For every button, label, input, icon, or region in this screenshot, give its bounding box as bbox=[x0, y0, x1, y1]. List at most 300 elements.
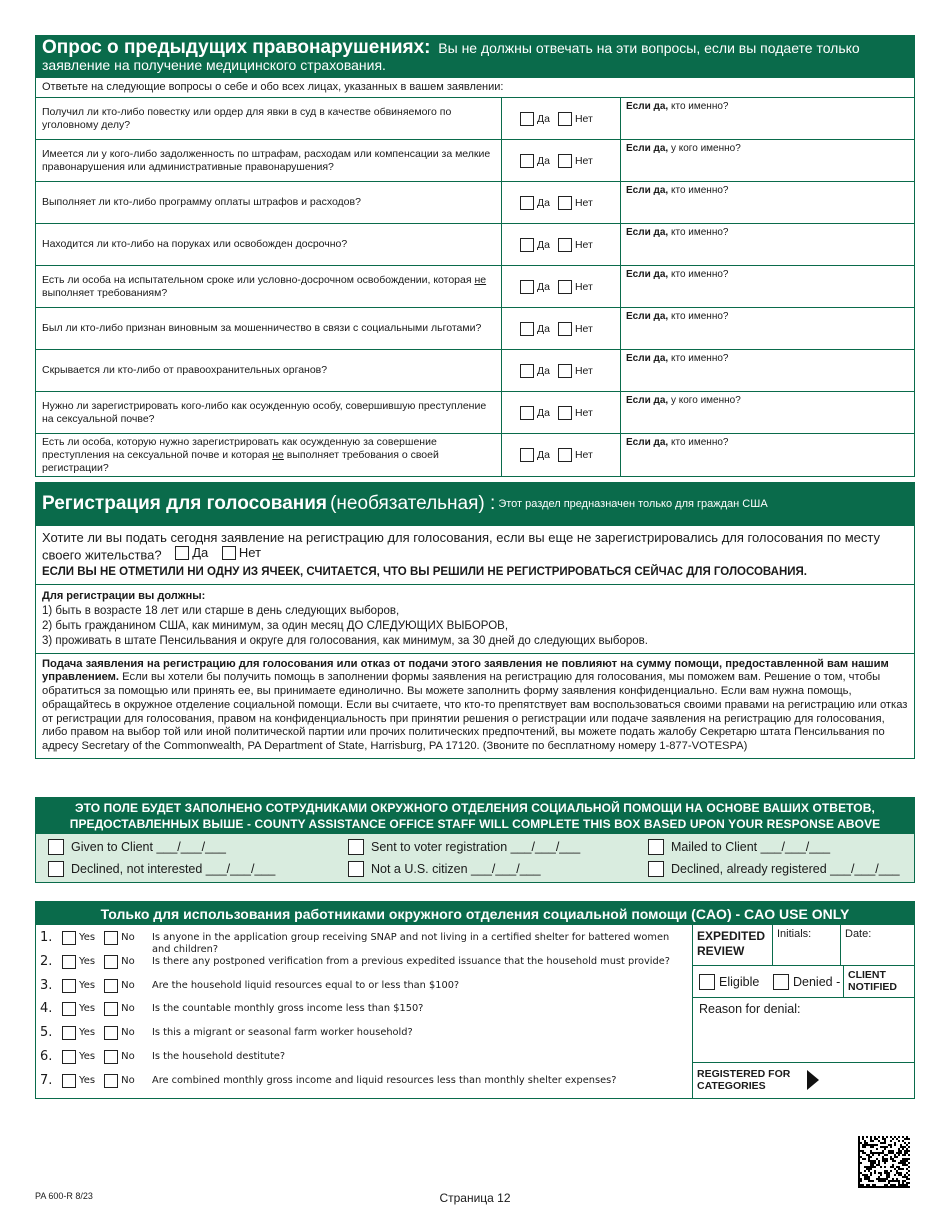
voter-no-label: Нет bbox=[238, 545, 262, 560]
question-number: 6. bbox=[40, 1048, 53, 1064]
cao-staff-option[interactable] bbox=[48, 837, 348, 856]
option-checkbox[interactable] bbox=[348, 861, 364, 877]
if-yes-who-field[interactable] bbox=[621, 98, 914, 139]
qr-module bbox=[896, 1172, 898, 1174]
qr-module bbox=[892, 1158, 894, 1160]
qr-module bbox=[874, 1144, 876, 1146]
cao-question-text: Are the household liquid resources equal to or less than $100? bbox=[152, 979, 460, 991]
cao-staff-option[interactable] bbox=[648, 859, 928, 878]
who-label: кто именно? bbox=[670, 353, 729, 364]
qr-module bbox=[882, 1156, 884, 1158]
if-yes-who-field[interactable] bbox=[621, 392, 914, 433]
yes-option[interactable] bbox=[62, 1074, 95, 1088]
offense-question-text bbox=[36, 182, 501, 223]
voter-yes-checkbox[interactable] bbox=[175, 546, 189, 560]
offense-question-row bbox=[36, 308, 914, 350]
yes-option[interactable] bbox=[62, 1026, 95, 1040]
qr-module bbox=[902, 1164, 904, 1166]
qr-module bbox=[860, 1150, 862, 1152]
if-yes-who-field[interactable] bbox=[621, 140, 914, 181]
yes-checkbox[interactable] bbox=[62, 1050, 76, 1064]
yes-option[interactable] bbox=[62, 1050, 95, 1064]
option-label: Not a U.S. citizen ___/___/___ bbox=[371, 861, 541, 876]
qr-module bbox=[890, 1186, 892, 1188]
option-checkbox[interactable] bbox=[48, 839, 64, 855]
prior-offenses-header bbox=[36, 36, 914, 78]
no-checkbox[interactable] bbox=[104, 931, 118, 945]
qr-module bbox=[866, 1154, 868, 1156]
form-code: PA 600-R 8/23 bbox=[35, 1191, 93, 1201]
no-option[interactable] bbox=[558, 280, 593, 294]
if-yes-who-field[interactable] bbox=[621, 434, 914, 476]
legal-text: Если вы хотели бы получить помощь в заполнении формы заявления на регистрацию для голосования, мы поможем вам. Решение о том, чтобы обратиться за помощью или принять ее, вы принимаете единолично. Вы можете заполнить форму заявления конфиденциально. Если вам нужна помощь, обращайтесь в окружное отделение социальной помощи. Если вы считаете, что кто-то препятствует вам воспользоваться своими правами на регистрацию или отказ от регистрации для голосования, правом на конфиденциальность при принятии решения о регистрации или подаче заявления на регистрацию для голосования, либо правом на выбор той или иной политической партии или прочих политических предпочтений, вы можете подать жалобу Секретарю штата Пенсильвания по адресу Secretary of the Commonwealth, PA Department of State, Harrisburg, PA 17120. (Звоните по бесплатному номеру 1-877-VOTESPA) bbox=[42, 671, 908, 753]
if-yes-who-field[interactable] bbox=[621, 308, 914, 349]
option-checkbox[interactable] bbox=[48, 861, 64, 877]
qr-module bbox=[896, 1166, 898, 1168]
qr-module bbox=[890, 1170, 892, 1172]
qr-module bbox=[872, 1154, 874, 1156]
yes-option[interactable] bbox=[520, 322, 550, 336]
qr-module bbox=[906, 1138, 908, 1140]
qr-module bbox=[888, 1186, 890, 1188]
qr-module bbox=[858, 1158, 860, 1160]
question-number: 1. bbox=[40, 930, 53, 945]
qr-module bbox=[872, 1140, 874, 1142]
offense-answer bbox=[501, 434, 621, 476]
qr-module bbox=[900, 1150, 902, 1152]
no-checkbox[interactable] bbox=[558, 448, 572, 462]
cao-staff-option[interactable] bbox=[648, 837, 928, 856]
qr-module bbox=[882, 1180, 884, 1182]
yes-option[interactable] bbox=[520, 448, 550, 462]
no-checkbox[interactable] bbox=[104, 1002, 118, 1016]
qr-module bbox=[898, 1150, 900, 1152]
yes-option[interactable] bbox=[520, 112, 550, 126]
qr-module bbox=[904, 1164, 906, 1166]
qr-module bbox=[860, 1142, 862, 1144]
qr-module bbox=[882, 1146, 884, 1148]
qr-module bbox=[902, 1168, 904, 1170]
yes-checkbox[interactable] bbox=[62, 979, 76, 993]
qr-module bbox=[894, 1156, 896, 1158]
yes-checkbox[interactable] bbox=[62, 1026, 76, 1040]
yes-checkbox[interactable] bbox=[520, 238, 534, 252]
qr-module bbox=[898, 1182, 900, 1184]
requirement-2: 2) быть гражданином США, как минимум, за один месяц ДО СЛЕДУЮЩИХ ВЫБОРОВ, bbox=[42, 619, 509, 632]
qr-module bbox=[858, 1168, 860, 1170]
yes-checkbox[interactable] bbox=[520, 364, 534, 378]
qr-module bbox=[900, 1168, 902, 1170]
qr-module bbox=[858, 1166, 860, 1168]
qr-module bbox=[878, 1162, 880, 1164]
qr-module bbox=[882, 1136, 884, 1138]
offense-answer bbox=[501, 350, 621, 391]
no-option[interactable] bbox=[558, 154, 593, 168]
qr-module bbox=[896, 1170, 898, 1172]
yes-checkbox[interactable] bbox=[520, 112, 534, 126]
denied-option[interactable] bbox=[773, 974, 843, 990]
no-option[interactable] bbox=[558, 112, 593, 126]
yes-label: Да bbox=[537, 238, 550, 251]
yes-label: Да bbox=[537, 196, 550, 209]
qr-module bbox=[866, 1136, 868, 1138]
no-label: Нет bbox=[574, 449, 593, 461]
option-checkbox[interactable] bbox=[648, 861, 664, 877]
who-label: кто именно? bbox=[670, 437, 729, 448]
qr-module bbox=[874, 1170, 876, 1172]
denied-checkbox[interactable] bbox=[773, 974, 789, 990]
qr-module bbox=[898, 1186, 900, 1188]
qr-module bbox=[894, 1160, 896, 1162]
if-yes-who-field[interactable] bbox=[621, 350, 914, 391]
qr-module bbox=[906, 1150, 908, 1152]
voter-requirements bbox=[36, 584, 914, 653]
cao-question-text: Is anyone in the application group receiving SNAP and not living in a certified shelter for battered women and children? bbox=[152, 932, 670, 955]
qr-module bbox=[880, 1152, 882, 1154]
qr-module bbox=[868, 1186, 870, 1188]
cao-staff-option[interactable] bbox=[348, 837, 648, 856]
date-field[interactable] bbox=[841, 925, 914, 965]
qr-module bbox=[896, 1178, 898, 1180]
no-label: Нет bbox=[574, 154, 593, 167]
cao-staff-option[interactable] bbox=[348, 859, 648, 878]
who-label: кто именно? bbox=[670, 101, 729, 112]
no-checkbox[interactable] bbox=[104, 955, 118, 969]
qr-module bbox=[862, 1186, 864, 1188]
qr-module bbox=[864, 1146, 866, 1148]
qr-module bbox=[870, 1140, 872, 1142]
cao-staff-options bbox=[36, 834, 914, 882]
qr-module bbox=[878, 1180, 880, 1182]
qr-module bbox=[882, 1152, 884, 1154]
qr-module bbox=[894, 1174, 896, 1176]
qr-module bbox=[902, 1136, 904, 1138]
voter-yes-option[interactable] bbox=[175, 545, 208, 560]
qr-module bbox=[858, 1160, 860, 1162]
who-label: у кого именно? bbox=[670, 143, 741, 154]
qr-module bbox=[866, 1174, 868, 1176]
qr-module bbox=[876, 1152, 878, 1154]
qr-module bbox=[898, 1162, 900, 1164]
qr-module bbox=[872, 1144, 874, 1146]
yes-checkbox[interactable] bbox=[520, 448, 534, 462]
qr-module bbox=[888, 1172, 890, 1174]
who-label: кто именно? bbox=[670, 311, 729, 322]
page-number: Страница 12 bbox=[439, 1191, 511, 1205]
question-text: Находится ли кто-либо на поруках или освобожден досрочно? bbox=[42, 238, 348, 250]
qr-module bbox=[902, 1146, 904, 1148]
no-option[interactable] bbox=[558, 196, 593, 210]
qr-module bbox=[906, 1168, 908, 1170]
qr-module bbox=[872, 1180, 874, 1182]
qr-module bbox=[904, 1138, 906, 1140]
cao-question-row bbox=[36, 979, 692, 1003]
yes-checkbox[interactable] bbox=[62, 955, 76, 969]
offense-question-text bbox=[36, 308, 501, 349]
qr-module bbox=[882, 1158, 884, 1160]
cao-use-questions bbox=[36, 925, 693, 1098]
no-checkbox[interactable] bbox=[104, 1074, 118, 1088]
yes-option[interactable] bbox=[62, 955, 95, 969]
qr-module bbox=[904, 1174, 906, 1176]
eligible-option[interactable] bbox=[693, 974, 773, 990]
yes-label: Yes bbox=[79, 1050, 96, 1062]
no-option[interactable] bbox=[104, 931, 135, 945]
yes-no-options bbox=[62, 955, 152, 969]
yes-checkbox[interactable] bbox=[520, 280, 534, 294]
qr-module bbox=[902, 1158, 904, 1160]
yes-label: Да bbox=[537, 364, 550, 377]
qr-module bbox=[884, 1142, 886, 1144]
qr-module bbox=[864, 1176, 866, 1178]
qr-module bbox=[878, 1160, 880, 1162]
no-checkbox[interactable] bbox=[558, 364, 572, 378]
yes-checkbox[interactable] bbox=[62, 931, 76, 945]
qr-module bbox=[858, 1174, 860, 1176]
offense-question-text bbox=[36, 140, 501, 181]
cao-question-text: Are combined monthly gross income and liquid resources less than monthly shelter expenses? bbox=[152, 1074, 617, 1086]
offense-question-text bbox=[36, 392, 501, 433]
qr-module bbox=[884, 1146, 886, 1148]
qr-module bbox=[876, 1144, 878, 1146]
qr-module bbox=[886, 1172, 888, 1174]
voter-registration-optional: (необязательная) : bbox=[330, 493, 496, 514]
no-option[interactable] bbox=[558, 406, 593, 420]
qr-module bbox=[876, 1148, 878, 1150]
no-option[interactable] bbox=[558, 322, 593, 336]
who-label: кто именно? bbox=[670, 227, 729, 238]
qr-module bbox=[870, 1160, 872, 1162]
qr-module bbox=[860, 1184, 862, 1186]
qr-module bbox=[898, 1166, 900, 1168]
qr-module bbox=[874, 1160, 876, 1162]
qr-module bbox=[866, 1166, 868, 1168]
qr-module bbox=[908, 1162, 910, 1164]
offense-answer bbox=[501, 182, 621, 223]
qr-module bbox=[876, 1164, 878, 1166]
requirements-title: Для регистрации вы должны: bbox=[42, 589, 206, 602]
cao-question-row bbox=[36, 1074, 692, 1098]
qr-module bbox=[894, 1154, 896, 1156]
cao-question-text: Is the countable monthly gross income less than $150? bbox=[152, 1003, 424, 1015]
qr-module bbox=[884, 1162, 886, 1164]
qr-module bbox=[888, 1152, 890, 1154]
qr-module bbox=[860, 1186, 862, 1188]
qr-module bbox=[866, 1176, 868, 1178]
qr-module bbox=[870, 1164, 872, 1166]
yes-option[interactable] bbox=[520, 238, 550, 252]
qr-module bbox=[888, 1144, 890, 1146]
yes-checkbox[interactable] bbox=[520, 406, 534, 420]
qr-module bbox=[858, 1176, 860, 1178]
qr-module bbox=[902, 1182, 904, 1184]
if-yes-label: Если да, bbox=[626, 101, 669, 112]
cao-question-row bbox=[36, 1026, 692, 1050]
no-checkbox[interactable] bbox=[104, 1026, 118, 1040]
no-label: Нет bbox=[574, 238, 593, 251]
if-yes-who-field[interactable] bbox=[621, 224, 914, 265]
qr-module bbox=[904, 1142, 906, 1144]
yes-checkbox[interactable] bbox=[520, 196, 534, 210]
prior-offenses-intro: Ответьте на следующие вопросы о себе и обо всех лицах, указанных в вашем заявлении: bbox=[36, 78, 914, 98]
qr-module bbox=[892, 1152, 894, 1154]
qr-module bbox=[894, 1184, 896, 1186]
yes-option[interactable] bbox=[520, 280, 550, 294]
if-yes-label: Если да, bbox=[626, 395, 669, 406]
expedited-review-row bbox=[693, 925, 914, 966]
qr-module bbox=[876, 1158, 878, 1160]
no-option[interactable] bbox=[558, 364, 593, 378]
no-checkbox[interactable] bbox=[558, 112, 572, 126]
qr-module bbox=[858, 1172, 860, 1174]
denied-label: Denied - bbox=[793, 974, 841, 989]
voter-yes-label: Да bbox=[192, 545, 209, 560]
no-option[interactable] bbox=[104, 1050, 135, 1064]
qr-module bbox=[904, 1150, 906, 1152]
if-yes-who-field[interactable] bbox=[621, 182, 914, 223]
no-label: Нет bbox=[574, 196, 593, 209]
no-checkbox[interactable] bbox=[558, 154, 572, 168]
qr-module bbox=[896, 1138, 898, 1140]
qr-module bbox=[870, 1166, 872, 1168]
qr-module bbox=[908, 1178, 910, 1180]
no-option[interactable] bbox=[104, 1026, 135, 1040]
yes-option[interactable] bbox=[520, 406, 550, 420]
voter-no-checkbox[interactable] bbox=[222, 546, 236, 560]
yes-checkbox[interactable] bbox=[62, 1002, 76, 1016]
no-checkbox[interactable] bbox=[104, 979, 118, 993]
yes-option[interactable] bbox=[62, 931, 95, 945]
no-checkbox[interactable] bbox=[558, 406, 572, 420]
initials-field[interactable] bbox=[773, 925, 841, 965]
no-checkbox[interactable] bbox=[558, 196, 572, 210]
reason-for-denial-field[interactable] bbox=[693, 998, 914, 1063]
expedited-review-panel bbox=[693, 925, 914, 1098]
cao-staff-option[interactable] bbox=[48, 859, 348, 878]
qr-module bbox=[862, 1152, 864, 1154]
initials-label: Initials: bbox=[777, 928, 812, 940]
qr-module bbox=[902, 1186, 904, 1188]
qr-module bbox=[890, 1166, 892, 1168]
if-yes-who-field[interactable] bbox=[621, 266, 914, 307]
cao-staff-header-line-1: ЭТО ПОЛЕ БУДЕТ ЗАПОЛНЕНО СОТРУДНИКАМИ ОКРУЖНОГО ОТДЕЛЕНИЯ СОЦИАЛЬНОЙ ПОМОЩИ НА ОСНОВЕ ВАШИХ ОТВЕТОВ, bbox=[75, 801, 875, 815]
offense-question-row bbox=[36, 434, 914, 476]
qr-module bbox=[904, 1158, 906, 1160]
yes-option[interactable] bbox=[520, 196, 550, 210]
qr-module bbox=[870, 1162, 872, 1164]
qr-module bbox=[892, 1164, 894, 1166]
qr-module bbox=[858, 1184, 860, 1186]
yes-option[interactable] bbox=[62, 979, 95, 993]
legal-bold: Подача заявления на регистрацию для голосования или отказ от подачи этого заявления не повлияют на сумму помощи, предоставленной вам нашим управлением. bbox=[42, 657, 889, 684]
qr-module bbox=[906, 1158, 908, 1160]
if-yes-label: Если да, bbox=[626, 311, 669, 322]
no-option[interactable] bbox=[104, 1002, 135, 1016]
registered-for-categories-row bbox=[693, 1063, 914, 1097]
no-option[interactable] bbox=[558, 448, 593, 462]
no-option[interactable] bbox=[104, 1074, 135, 1088]
qr-module bbox=[896, 1156, 898, 1158]
qr-module bbox=[858, 1180, 860, 1182]
no-option[interactable] bbox=[104, 955, 135, 969]
qr-module bbox=[906, 1178, 908, 1180]
qr-module bbox=[860, 1162, 862, 1164]
qr-module bbox=[886, 1178, 888, 1180]
qr-module bbox=[868, 1168, 870, 1170]
cao-question-row bbox=[36, 955, 692, 979]
qr-module bbox=[866, 1186, 868, 1188]
qr-module bbox=[882, 1150, 884, 1152]
qr-module bbox=[882, 1160, 884, 1162]
option-checkbox[interactable] bbox=[648, 839, 664, 855]
question-number: 3. bbox=[40, 977, 53, 993]
no-checkbox[interactable] bbox=[104, 1050, 118, 1064]
qr-module bbox=[858, 1136, 860, 1138]
option-checkbox[interactable] bbox=[348, 839, 364, 855]
expedited-review-label: EXPEDITED REVIEW bbox=[693, 925, 773, 965]
qr-module bbox=[894, 1142, 896, 1144]
qr-module bbox=[904, 1154, 906, 1156]
qr-module bbox=[858, 1142, 860, 1144]
qr-module bbox=[884, 1166, 886, 1168]
qr-module bbox=[862, 1136, 864, 1138]
no-option[interactable] bbox=[104, 979, 135, 993]
yes-option[interactable] bbox=[520, 364, 550, 378]
qr-module bbox=[878, 1154, 880, 1156]
qr-module bbox=[890, 1152, 892, 1154]
who-label: у кого именно? bbox=[670, 395, 741, 406]
yes-option[interactable] bbox=[62, 1002, 95, 1016]
eligible-checkbox[interactable] bbox=[699, 974, 715, 990]
yes-checkbox[interactable] bbox=[520, 322, 534, 336]
no-option[interactable] bbox=[558, 238, 593, 252]
qr-module bbox=[908, 1158, 910, 1160]
yes-label: Да bbox=[537, 449, 550, 461]
arrow-right-icon bbox=[807, 1070, 819, 1090]
qr-module bbox=[864, 1166, 866, 1168]
qr-module bbox=[870, 1152, 872, 1154]
no-label: No bbox=[121, 1074, 135, 1086]
yes-no-options bbox=[62, 1026, 152, 1040]
qr-module bbox=[870, 1180, 872, 1182]
offense-question-text bbox=[36, 98, 501, 139]
yes-checkbox[interactable] bbox=[62, 1074, 76, 1088]
cao-question-text: Is the household destitute? bbox=[152, 1050, 286, 1062]
no-checkbox[interactable] bbox=[558, 322, 572, 336]
qr-module bbox=[868, 1156, 870, 1158]
yes-label: Да bbox=[537, 322, 550, 335]
qr-module bbox=[906, 1164, 908, 1166]
qr-module bbox=[888, 1176, 890, 1178]
no-checkbox[interactable] bbox=[558, 280, 572, 294]
yes-option[interactable] bbox=[520, 154, 550, 168]
voter-no-option[interactable] bbox=[222, 545, 261, 560]
qr-module bbox=[884, 1178, 886, 1180]
qr-module bbox=[898, 1172, 900, 1174]
qr-module bbox=[858, 1170, 860, 1172]
qr-module bbox=[858, 1162, 860, 1164]
qr-module bbox=[892, 1166, 894, 1168]
qr-module bbox=[898, 1154, 900, 1156]
no-checkbox[interactable] bbox=[558, 238, 572, 252]
if-yes-label: Если да, bbox=[626, 143, 669, 154]
eligibility-row bbox=[693, 966, 914, 998]
qr-module bbox=[898, 1184, 900, 1186]
question-number: 4. bbox=[40, 1001, 53, 1017]
qr-module bbox=[906, 1144, 908, 1146]
yes-checkbox[interactable] bbox=[520, 154, 534, 168]
qr-module bbox=[900, 1162, 902, 1164]
